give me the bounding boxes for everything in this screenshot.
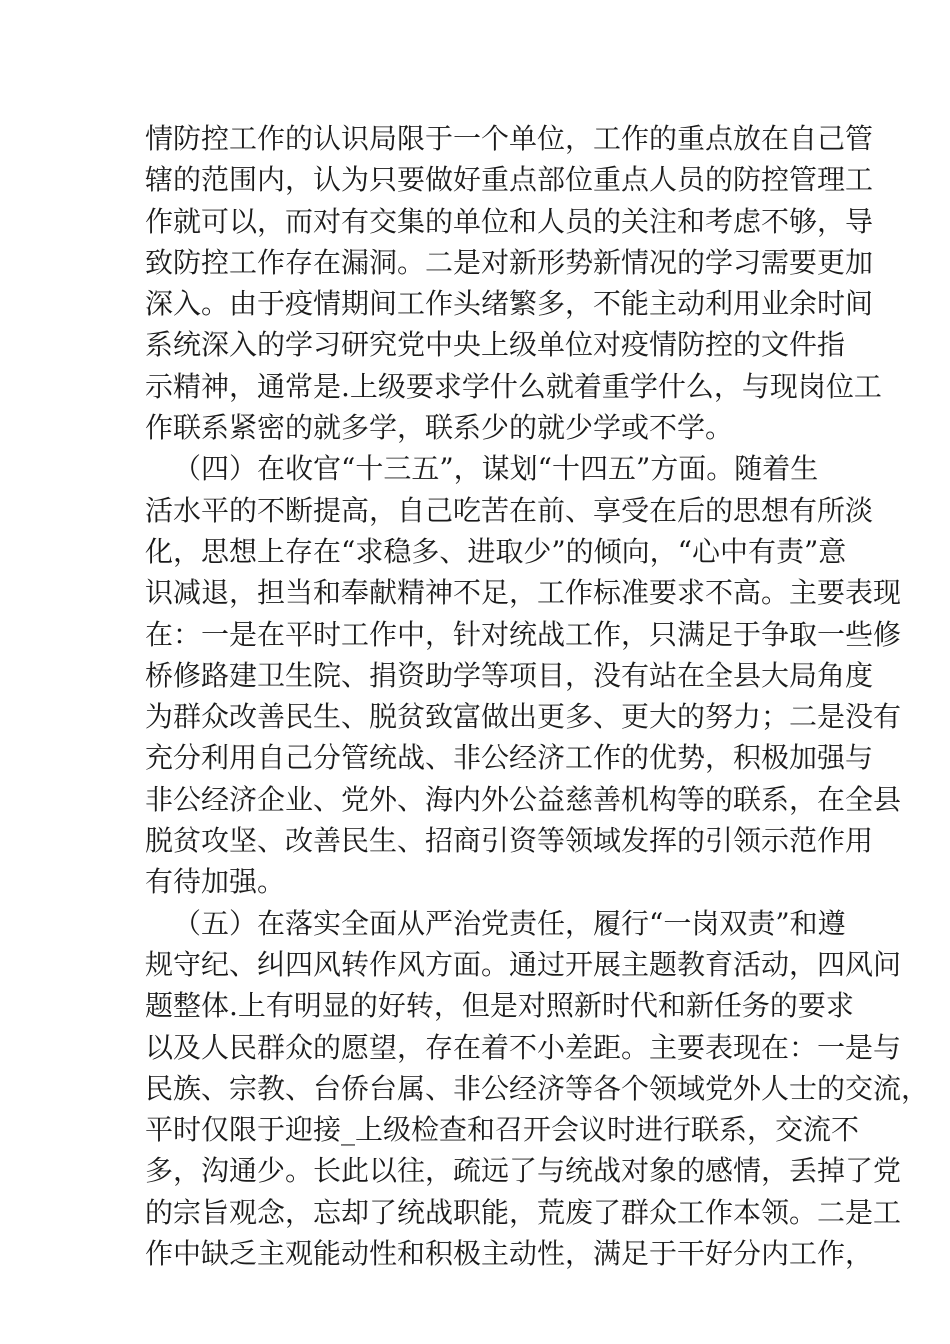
text-line: 系统深入的学习研究党中央上级单位对疫情防控的文件指 <box>145 328 846 362</box>
text-line: 平时仅限于迎接_上级检查和召开会议时进行联系，交流不 <box>145 1113 860 1147</box>
body-text <box>145 118 930 1274</box>
text-line: 桥修路建卫生院、捐资助学等项目，没有站在全县大局角度 <box>145 658 874 692</box>
text-line: 非公经济企业、党外、海内外公益慈善机构等的联系，在全县 <box>145 782 902 816</box>
text-line: 充分利用自己分管统战、非公经济工作的优势，积极加强与 <box>145 741 874 775</box>
text-line: 在：一是在平时工作中，针对统战工作，只满足于争取一些修 <box>145 617 902 651</box>
text-line: 脱贫攻坚、改善民生、招商引资等领域发挥的引领示范作用 <box>145 824 874 858</box>
text-line: 有待加强。 <box>145 865 286 899</box>
text-line: 活水平的不断提高，自己吃苦在前、享受在后的思想有所淡 <box>145 493 874 527</box>
text-line: 作就可以，而对有交集的单位和人员的关注和考虑不够，导 <box>145 204 874 238</box>
text-line: 规守纪、纠四风转作风方面。通过开展主题教育活动，四风问 <box>145 947 902 981</box>
text-line: 化，思想上存在“求稳多、进取少”的倾向，“心中有责”意 <box>145 534 847 568</box>
text-line: 民族、宗教、台侨台属、非公经济等各个领域党外人士的交流， <box>145 1071 930 1105</box>
text-line: 深入。由于疫情期间工作头绪繁多，不能主动利用业余时间 <box>145 287 874 321</box>
text-line: 为群众改善民生、脱贫致富做出更多、更大的努力；二是没有 <box>145 700 902 734</box>
section-heading-line: （五）在落实全面从严治党责任，履行“一岗双责”和遵 <box>173 906 846 940</box>
text-line: 示精神，通常是.上级要求学什么就着重学什么，与现岗位工 <box>145 369 882 403</box>
text-line: 以及人民群众的愿望，存在着不小差距。主要表现在：一是与 <box>145 1030 902 1064</box>
section-heading-line: （四）在收官“十三五”，谋划“十四五”方面。随着生 <box>173 452 819 486</box>
text-line: 题整体.上有明显的好转，但是对照新时代和新任务的要求 <box>145 989 854 1023</box>
text-line: 识减退，担当和奉献精神不足，工作标准要求不高。主要表现 <box>145 576 902 610</box>
text-line: 作联系紧密的就多学，联系少的就少学或不学。 <box>145 411 734 445</box>
text-line: 的宗旨观念，忘却了统战职能，荒废了群众工作本领。二是工 <box>145 1195 902 1229</box>
text-line: 辖的范围内，认为只要做好重点部位重点人员的防控管理工 <box>145 163 874 197</box>
text-line: 致防控工作存在漏洞。二是对新形势新情况的学习需要更加 <box>145 245 874 279</box>
text-line: 作中缺乏主观能动性和积极主动性，满足于干好分内工作， <box>145 1237 874 1271</box>
text-line: 多，沟通少。长此以往，疏远了与统战对象的感情，丢掉了党 <box>145 1154 902 1188</box>
text-line: 情防控工作的认识局限于一个单位，工作的重点放在自己管 <box>145 122 874 155</box>
